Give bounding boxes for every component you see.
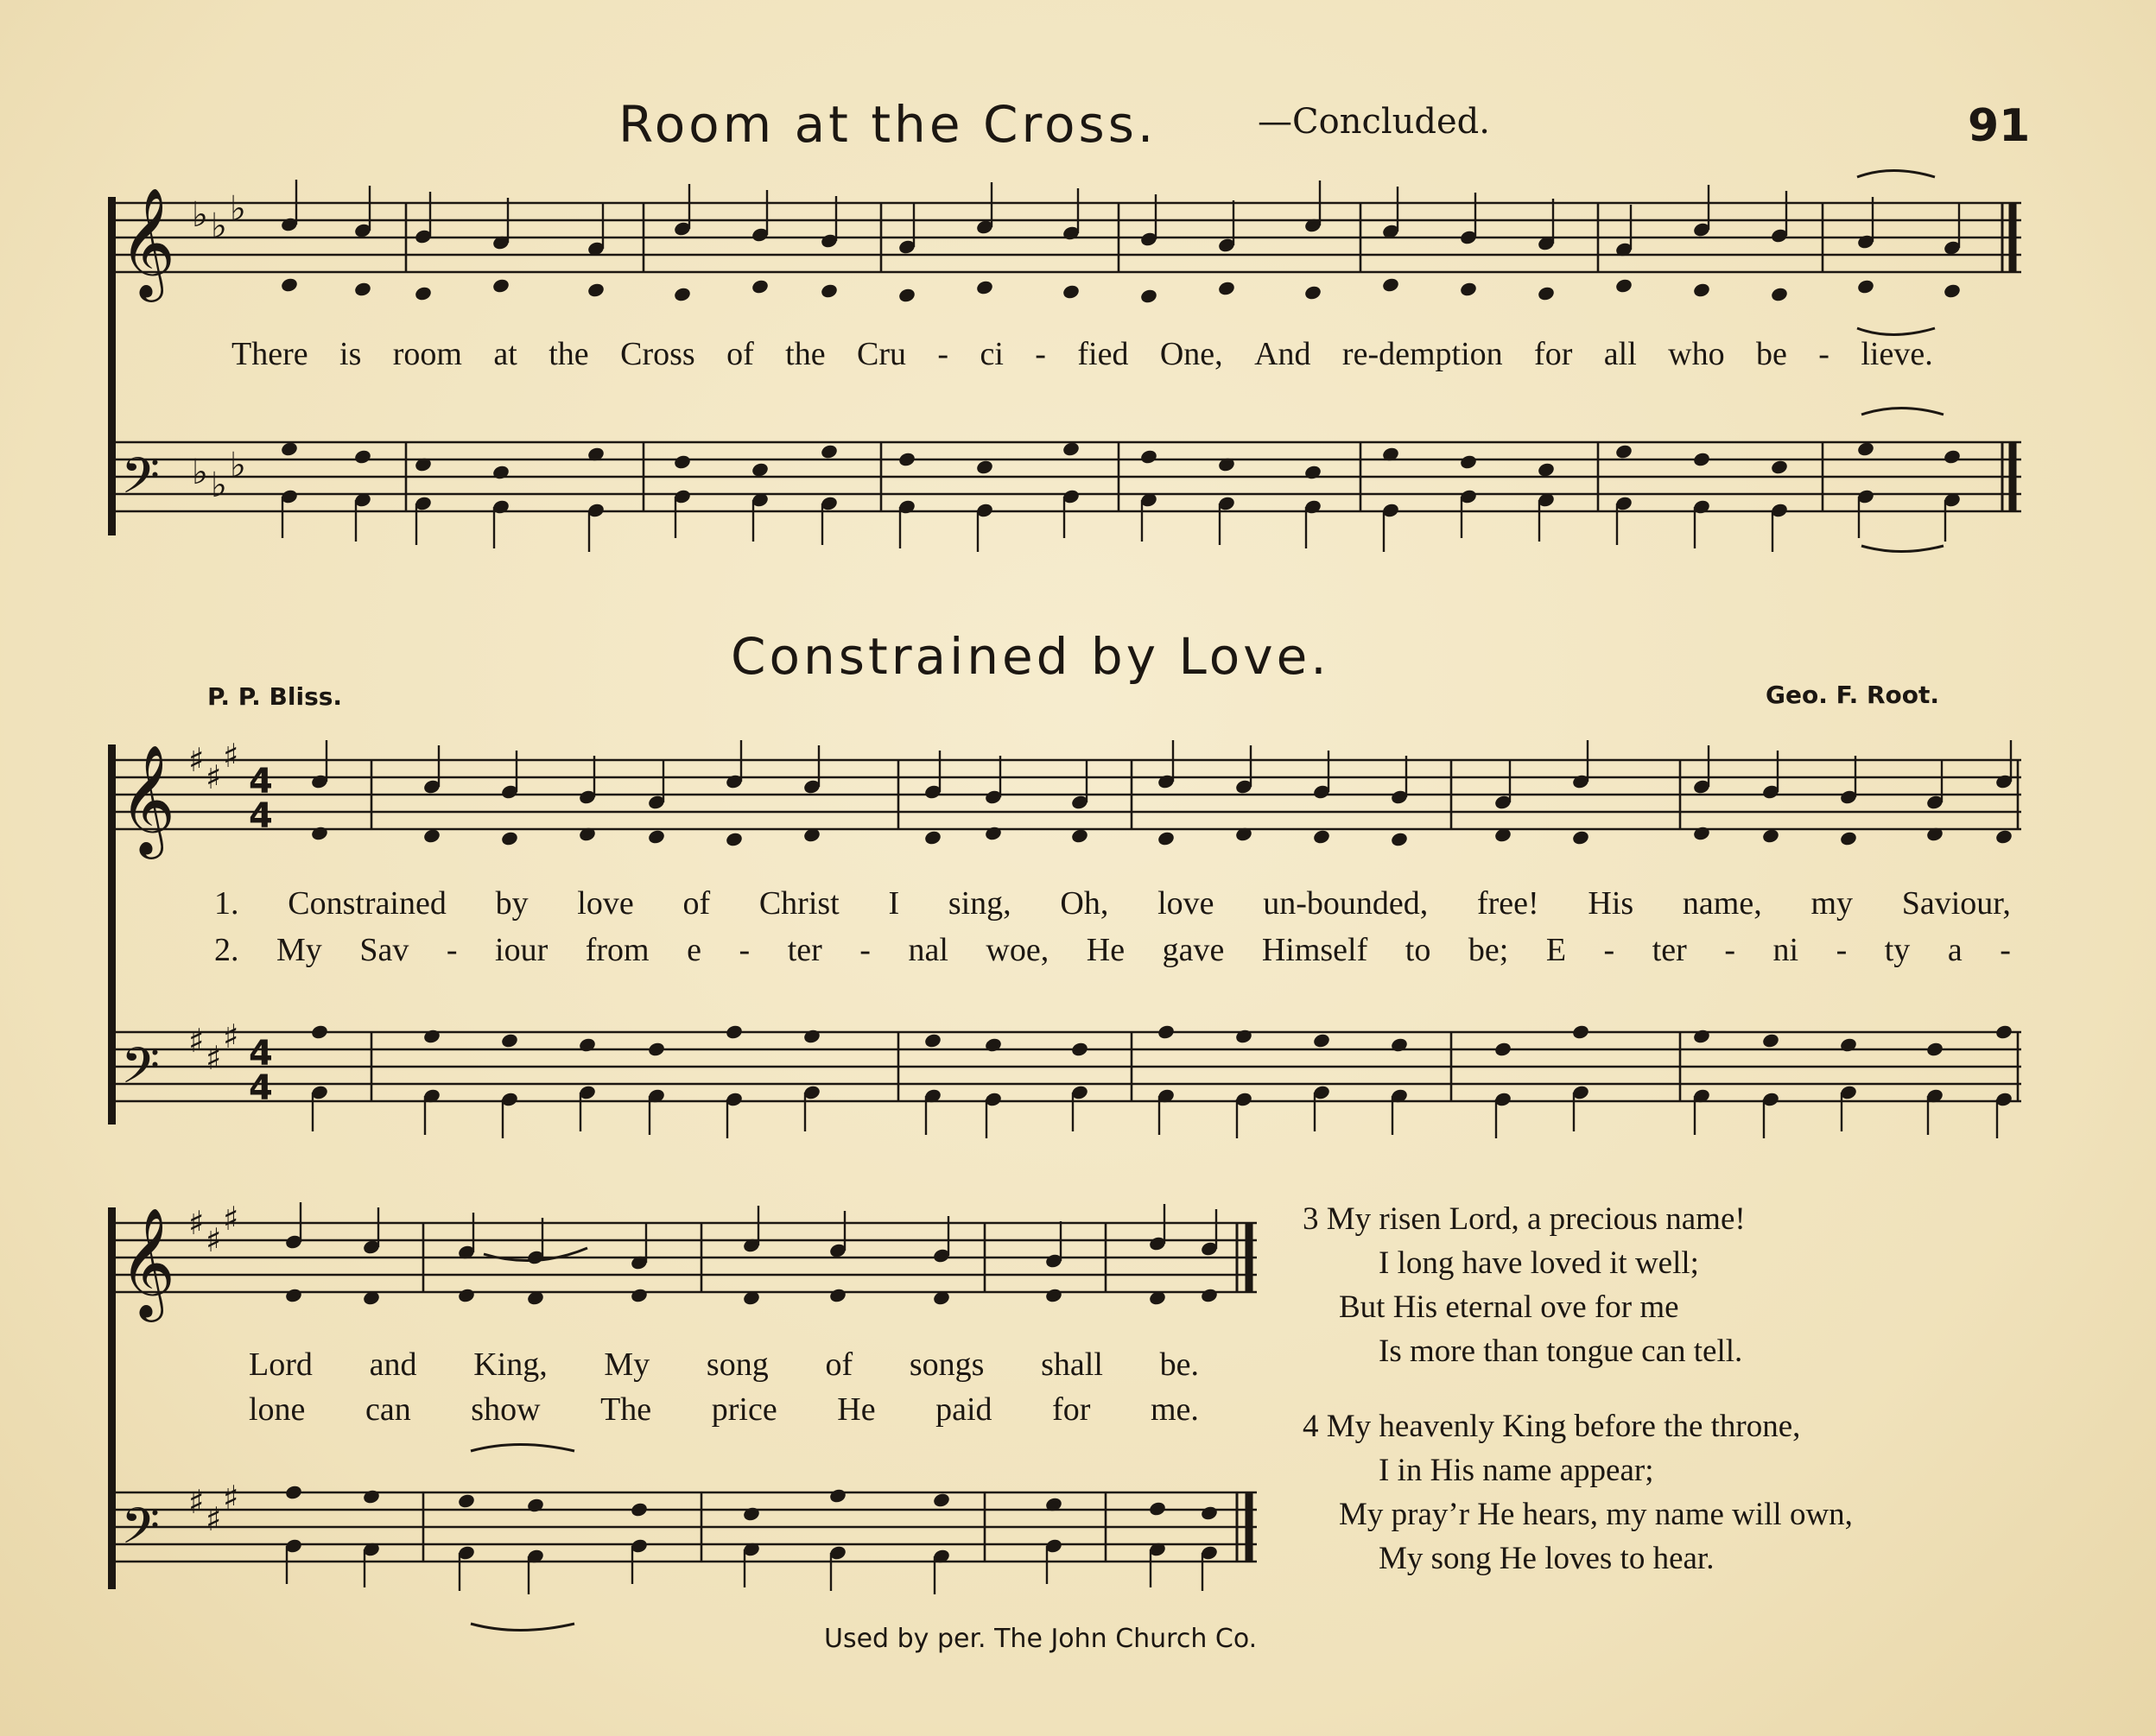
notehead [1493, 1041, 1512, 1057]
lyric-syllable: and [369, 1346, 417, 1383]
notehead [802, 1028, 821, 1044]
hymn1-title-suffix: —Concluded. [1258, 102, 1491, 142]
hymn2-line1-verse2 [214, 931, 2011, 969]
lyric-syllable: E [1545, 932, 1567, 968]
verse-3 [1303, 1197, 1746, 1373]
svg-text:♭: ♭ [192, 453, 208, 492]
lyric-syllable: re-demption [1341, 336, 1503, 372]
notehead [1062, 283, 1081, 300]
svg-text:♯: ♯ [223, 737, 239, 775]
lyric-syllable: at [493, 336, 517, 372]
lyric-syllable: free! [1476, 885, 1539, 922]
notehead [457, 1492, 476, 1509]
treble-clef-icon: 𝄞 [119, 187, 176, 297]
system3-treble-staff [112, 1223, 1257, 1292]
system2-treble-staff [112, 760, 2021, 829]
lyric-syllable: be. [1159, 1346, 1199, 1383]
lyric-syllable: There [231, 336, 308, 372]
lyric-syllable: songs [909, 1346, 985, 1383]
notehead [284, 1484, 303, 1500]
lyric-syllable: of [726, 336, 754, 372]
lyric-syllable: Himself [1261, 932, 1368, 968]
svg-text:4: 4 [249, 796, 273, 836]
lyric-syllable: I [888, 885, 900, 922]
notehead [630, 1287, 649, 1303]
notehead [1200, 1287, 1219, 1303]
svg-text:♭: ♭ [192, 195, 208, 235]
svg-text:♭: ♭ [230, 189, 246, 229]
notehead [742, 1505, 761, 1522]
treble-clef-icon: 𝄞 [119, 1207, 176, 1317]
notehead [1312, 1032, 1331, 1049]
notehead [578, 1036, 597, 1053]
verse-line: 4 My heavenly King before the throne, [1303, 1409, 1801, 1444]
lyric-syllable: is [339, 336, 362, 372]
verse-4 [1303, 1404, 1853, 1581]
lyric-syllable: from [585, 932, 650, 968]
lyric-syllable: love [1157, 885, 1214, 922]
notehead [414, 285, 433, 301]
notehead [1070, 827, 1089, 844]
notehead [1943, 448, 1962, 465]
notehead [1157, 830, 1176, 846]
notehead [820, 282, 839, 299]
notehead [422, 1028, 441, 1044]
notehead [647, 828, 666, 845]
lyric-syllable: Cross [620, 336, 695, 372]
lyricist-credit: P. P. Bliss. [207, 682, 343, 711]
notehead [725, 1023, 744, 1040]
notehead [1390, 831, 1409, 847]
notehead [923, 829, 942, 846]
notehead [280, 440, 299, 457]
lyric-syllable: for [1052, 1391, 1091, 1428]
notehead [673, 453, 692, 470]
notehead [1217, 280, 1236, 296]
svg-text:4: 4 [249, 1034, 273, 1074]
notehead [526, 1497, 545, 1513]
svg-text:♯: ♯ [206, 758, 222, 796]
notehead [725, 831, 744, 847]
notehead [491, 277, 510, 294]
lyric-syllable: the [785, 336, 826, 372]
lyric-syllable: all [1603, 336, 1637, 372]
lyric-syllable: He [1086, 932, 1126, 968]
lyric-syllable: My [604, 1346, 650, 1383]
composer-credit: Geo. F. Root. [1766, 681, 1940, 709]
notehead [1139, 448, 1158, 465]
notehead [1761, 1032, 1780, 1049]
hymn2-line2-verse2 [249, 1391, 1199, 1429]
lyric-syllable: of [682, 885, 711, 922]
notehead [673, 286, 692, 302]
notehead [1692, 282, 1711, 298]
svg-text:♯: ♯ [206, 1221, 222, 1259]
notehead [1571, 829, 1590, 846]
notehead [828, 1487, 847, 1504]
svg-text:♯: ♯ [223, 1017, 239, 1055]
lyric-syllable: - [937, 336, 949, 372]
notehead [310, 825, 329, 841]
notehead [897, 287, 916, 303]
system2-bass-staff [112, 1032, 2021, 1101]
notehead [310, 1023, 329, 1040]
notehead [491, 464, 510, 480]
notehead [751, 461, 770, 478]
lyric-syllable: Lord [249, 1346, 313, 1383]
hymn2-title: Constrained by Love. [731, 627, 1330, 686]
notehead [1994, 1023, 2013, 1040]
notehead [975, 459, 994, 475]
system3-bass-staff [112, 1492, 1257, 1562]
lyric-syllable: name, [1682, 885, 1762, 922]
lyric-syllable: His [1588, 885, 1634, 922]
notehead [647, 1041, 666, 1057]
lyric-syllable: room [392, 336, 462, 372]
notehead [1571, 1023, 1590, 1040]
svg-text:♯: ♯ [188, 1022, 205, 1060]
lyric-syllable: King, [473, 1346, 548, 1383]
notehead [984, 1036, 1003, 1053]
notehead [353, 448, 372, 465]
treble-clef-icon: 𝄞 [119, 744, 176, 854]
lyric-syllable: - [446, 932, 458, 968]
notehead [1692, 451, 1711, 467]
lyric-syllable: sing, [948, 885, 1011, 922]
hymn1-title: Room at the Cross. [618, 95, 1157, 154]
verse-line: But His eternal ove for me [1339, 1289, 1679, 1325]
notehead [500, 830, 519, 846]
lyric-syllable: - [1818, 336, 1829, 372]
lyric-syllable: to [1405, 932, 1431, 968]
notehead [984, 825, 1003, 841]
lyric-syllable: who [1668, 336, 1725, 372]
lyric-syllable: ter [1652, 932, 1687, 968]
verse-line: 3 My risen Lord, a precious name! [1303, 1201, 1746, 1237]
lyric-syllable: - [859, 932, 871, 968]
notehead [1148, 1500, 1167, 1517]
svg-text:♭: ♭ [211, 466, 227, 505]
notehead [1303, 284, 1322, 301]
notehead [1839, 830, 1858, 846]
lyric-syllable: nal [908, 932, 948, 968]
lyric-syllable: can [365, 1391, 411, 1428]
lyric-syllable: lieve. [1861, 336, 1933, 372]
notehead [1614, 277, 1633, 294]
lyric-syllable: un-bounded, [1263, 885, 1429, 922]
lyric-syllable: - [2000, 932, 2011, 968]
lyric-syllable: be; [1468, 932, 1509, 968]
notehead [1139, 288, 1158, 304]
notehead [587, 282, 606, 298]
notehead [457, 1287, 476, 1303]
lyric-syllable: me. [1151, 1391, 1199, 1428]
lyric-syllable: Saviour, [1901, 885, 2011, 922]
notehead [1614, 443, 1633, 459]
notehead [1459, 281, 1478, 297]
lyric-syllable: - [1035, 336, 1046, 372]
bass-clef-icon: 𝄢 [121, 447, 161, 517]
hymn2-line2-verse1 [249, 1346, 1199, 1384]
bass-clef-icon: 𝄢 [121, 1497, 161, 1568]
notehead [280, 276, 299, 293]
notehead [1770, 459, 1789, 475]
lyric-syllable: fied [1077, 336, 1129, 372]
lyric-syllable: price [711, 1391, 777, 1428]
lyric-syllable: Christ [758, 885, 840, 922]
hymn2-line1-verse1 [214, 884, 2011, 922]
svg-text:♭: ♭ [230, 446, 246, 485]
notehead [1770, 286, 1789, 302]
notehead [1692, 825, 1711, 841]
notehead [1070, 1041, 1089, 1057]
lyric-syllable: for [1534, 336, 1573, 372]
lyric-syllable: ci [980, 336, 1004, 372]
notehead [1761, 827, 1780, 844]
notehead [1044, 1287, 1063, 1303]
notehead [1303, 464, 1322, 480]
lyric-syllable: And [1254, 336, 1311, 372]
notehead [923, 1032, 942, 1049]
notehead [1943, 282, 1962, 299]
notehead [1200, 1505, 1219, 1521]
lyric-syllable: iour [495, 932, 549, 968]
svg-text:♯: ♯ [188, 741, 205, 779]
notehead [630, 1501, 649, 1517]
lyric-syllable: woe, [986, 932, 1049, 968]
notehead [1856, 440, 1875, 457]
notehead [284, 1287, 303, 1303]
lyric-syllable: a [1947, 932, 1963, 968]
hymn1-lyrics [231, 335, 1933, 373]
lyric-syllable: of [825, 1346, 853, 1383]
svg-text:♯: ♯ [206, 1039, 222, 1077]
notehead [828, 1287, 847, 1303]
notehead [1856, 278, 1875, 295]
lyric-syllable: song [706, 1346, 769, 1383]
lyric-syllable: lone [249, 1391, 306, 1428]
svg-text:♯: ♯ [223, 1200, 239, 1238]
svg-text:♯: ♯ [206, 1500, 222, 1538]
svg-text:♭: ♭ [211, 206, 227, 246]
lyric-syllable: - [739, 932, 751, 968]
page-number: 91 [1968, 100, 2031, 152]
lyric-syllable: show [471, 1391, 541, 1428]
copyright-footer: Used by per. The John Church Co. [824, 1624, 1258, 1654]
lyric-syllable: ter [787, 932, 822, 968]
notehead [1994, 828, 2013, 845]
notehead [1537, 461, 1556, 478]
svg-text:♯: ♯ [188, 1483, 205, 1521]
notehead [1390, 1036, 1409, 1053]
verse-line: My pray’r He hears, my name will own, [1339, 1497, 1853, 1532]
lyric-syllable: - [1724, 932, 1735, 968]
lyric-syllable: Sav [359, 932, 409, 968]
lyric-syllable: be [1756, 336, 1787, 372]
notehead [1381, 276, 1400, 293]
verse-line: My song He loves to hear. [1379, 1541, 1715, 1576]
svg-text:♯: ♯ [188, 1204, 205, 1242]
lyric-syllable: by [495, 885, 529, 922]
notehead [1925, 1041, 1944, 1057]
notehead [932, 1492, 951, 1508]
lyric-syllable: gave [1162, 932, 1225, 968]
notehead [975, 279, 994, 295]
notehead [1157, 1023, 1176, 1040]
notehead [1692, 1028, 1711, 1044]
lyric-syllable: My [276, 932, 322, 968]
notehead [751, 278, 770, 295]
bass-clef-icon: 𝄢 [121, 1036, 161, 1107]
notehead [362, 1488, 381, 1505]
svg-text:4: 4 [249, 762, 273, 801]
lyric-syllable: 1. [214, 885, 239, 922]
lyric-syllable: the [549, 336, 589, 372]
verse-line: I long have loved it well; [1379, 1245, 1699, 1281]
notehead [897, 451, 916, 467]
notehead [1839, 1036, 1858, 1053]
notehead [422, 827, 441, 844]
notehead [353, 281, 372, 297]
lyric-syllable: Oh, [1060, 885, 1109, 922]
lyric-syllable: One, [1159, 336, 1223, 372]
lyric-syllable: - [1836, 932, 1848, 968]
lyric-syllable: paid [935, 1391, 992, 1428]
notehead [1062, 440, 1081, 457]
verse-line: Is more than tongue can tell. [1379, 1334, 1743, 1369]
lyric-syllable: 2. [214, 932, 239, 968]
notehead [1234, 1028, 1253, 1044]
lyric-syllable: love [577, 885, 634, 922]
notehead [1537, 285, 1556, 301]
lyric-syllable: ni [1772, 932, 1799, 968]
lyric-syllable: He [837, 1391, 876, 1428]
lyric-syllable: Cru [856, 336, 906, 372]
lyric-syllable: - [1603, 932, 1615, 968]
lyric-syllable: The [600, 1391, 652, 1428]
notehead [1459, 453, 1478, 470]
lyric-syllable: ty [1884, 932, 1911, 968]
notehead [820, 443, 839, 459]
lyric-syllable: Constrained [288, 885, 447, 922]
verse-line: I in His name appear; [1379, 1453, 1654, 1488]
lyric-syllable: my [1810, 885, 1853, 922]
svg-text:4: 4 [249, 1068, 273, 1108]
notehead [500, 1032, 519, 1049]
lyric-syllable: e [687, 932, 702, 968]
lyric-syllable: shall [1041, 1346, 1103, 1383]
svg-text:♯: ♯ [223, 1479, 239, 1517]
notehead [1312, 828, 1331, 845]
